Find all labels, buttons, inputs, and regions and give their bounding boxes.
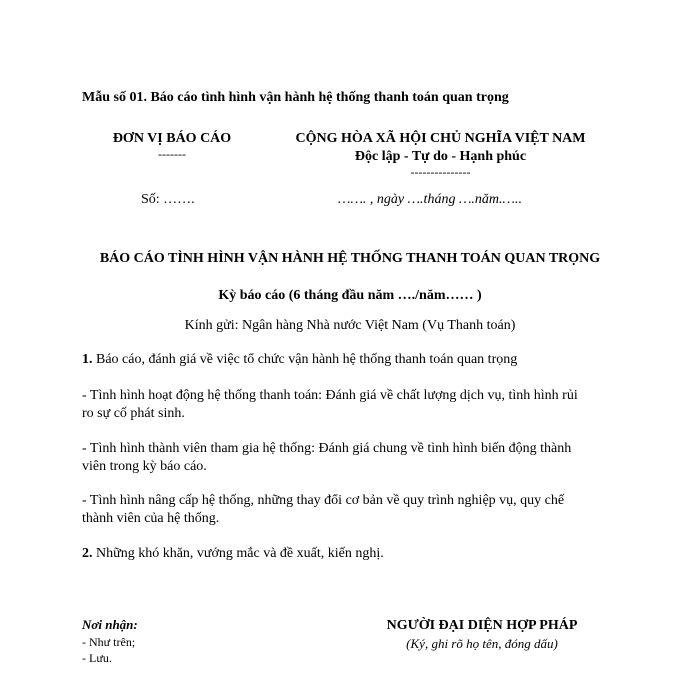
section-1-text: Báo cáo, đánh giá về việc tổ chức vận hành hệ thống thanh toán quan trọng (92, 352, 518, 367)
recipient-item-1: - Như trên; (82, 635, 136, 649)
country-name: CỘNG HÒA XÃ HỘI CHỦ NGHĨA VIỆT NAM (295, 131, 586, 146)
section-2-number: 2. (82, 546, 93, 561)
national-motto: Độc lập - Tự do - Hạnh phúc (354, 149, 527, 164)
paragraph-upgrades-line-2: thành viên của hệ thống. (82, 511, 220, 526)
recipient-line: Kính gửi: Ngân hàng Nhà nước Việt Nam (Vụ Thanh toán) (184, 318, 516, 333)
paragraph-upgrades-line-1: - Tình hình nâng cấp hệ thống, những thay đổi cơ bản về quy trình nghiệp vụ, quy chế (82, 493, 565, 508)
paragraph-operations (82, 387, 622, 423)
section-1-heading (82, 351, 622, 369)
recipient-item-2: - Lưu. (82, 651, 112, 665)
report-period: Kỳ báo cáo (6 tháng đầu năm …./năm…… ) (218, 288, 482, 303)
signer-note: (Ký, ghi rõ họ tên, đóng dấu) (406, 636, 558, 651)
signer-title: NGƯỜI ĐẠI DIỆN HỢP PHÁP (386, 618, 578, 633)
document-number: Số: ……. (141, 192, 195, 207)
paragraph-members (82, 440, 622, 476)
paragraph-members-line-2: viên trong kỳ báo cáo. (82, 459, 207, 474)
section-2-heading (82, 545, 622, 563)
paragraph-members-line-1: - Tình hình thành viên tham gia hệ thống: Đánh giá chung về tình hình biến động thành (82, 441, 572, 456)
form-title: Mẫu số 01. Báo cáo tình hình vận hành hệ thống thanh toán quan trọng (82, 90, 509, 105)
paragraph-upgrades (82, 492, 622, 528)
paragraph-operations-line-1: - Tình hình hoạt động hệ thống thanh toán: Đánh giá về chất lượng dịch vụ, tình hình rủi (82, 388, 578, 403)
recipients-label: Nơi nhận: (82, 617, 138, 632)
right-header (268, 130, 613, 178)
right-header-underline: --------------- (410, 165, 471, 179)
signature-block (368, 617, 596, 653)
date-line: ……. , ngày ….tháng ….năm.….. (338, 192, 522, 207)
report-title: BÁO CÁO TÌNH HÌNH VẬN HÀNH HỆ THỐNG THANH TOÁN QUAN TRỌNG (99, 251, 601, 266)
reporting-unit: ĐƠN VỊ BÁO CÁO (112, 131, 232, 146)
paragraph-operations-line-2: ro sự cố phát sinh. (82, 406, 185, 421)
section-2-text: Những khó khăn, vướng mắc và đề xuất, kiến nghị. (92, 546, 384, 561)
left-header-underline: ------- (158, 147, 186, 161)
section-1-number: 1. (82, 352, 93, 367)
left-header (92, 130, 252, 160)
